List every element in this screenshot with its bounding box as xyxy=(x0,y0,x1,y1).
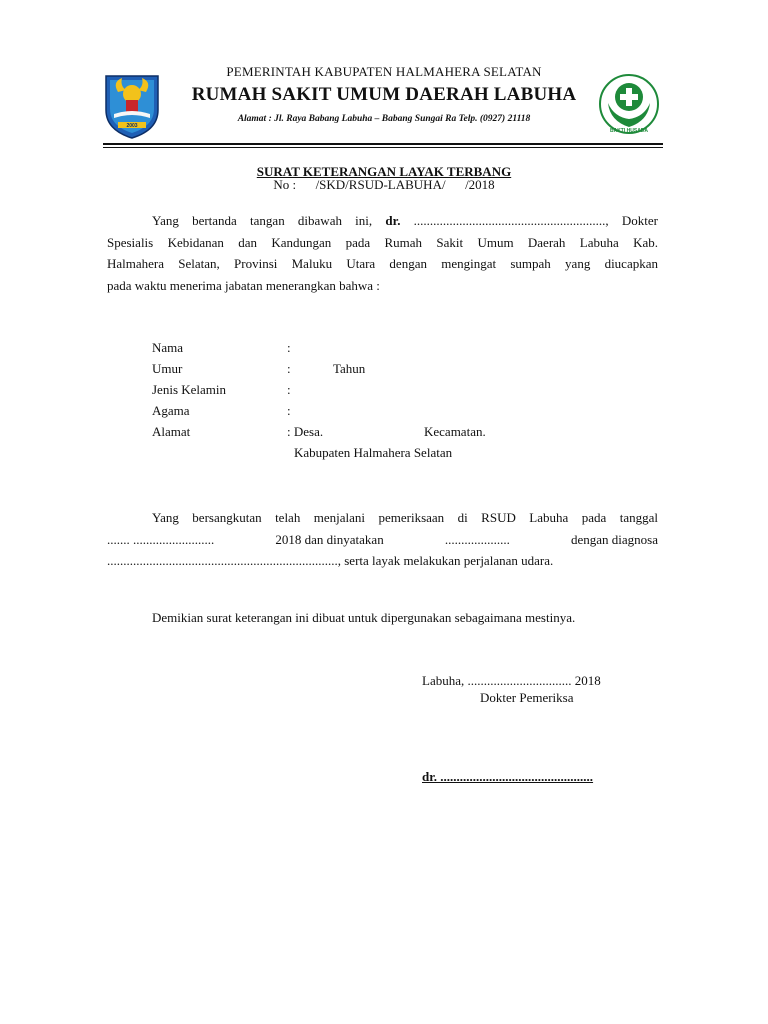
exam-line-3: ......................................................................., serta layak melakukan perjalanan udara. xyxy=(107,553,554,568)
letterhead-rule-thin xyxy=(103,147,663,148)
exam-line-2-status: .................... xyxy=(444,531,510,547)
intro-line-4: pada waktu menerima jabatan menerangkan bahwa : xyxy=(107,277,380,293)
field-alamat-desa: : Desa. xyxy=(287,424,324,439)
field-nama-label: Nama xyxy=(152,340,184,355)
signature-place-date: Labuha, ................................ 2018 xyxy=(422,673,601,688)
field-alamat-label: Alamat xyxy=(152,424,191,439)
hospital-name: RUMAH SAKIT UMUM DAERAH LABUHA xyxy=(191,84,577,105)
intro-line-3: Halmahera Selatan, Provinsi Maluku Utara dengan mengingat sumpah yang diucapkan xyxy=(107,256,658,271)
signature-role: Dokter Pemeriksa xyxy=(480,690,574,705)
closing-line: Demikian surat keterangan ini dibuat untuk dipergunakan sebagaimana mestinya. xyxy=(152,610,576,625)
hospital-address: Alamat : Jl. Raya Babang Labuha – Babang Sungai Ra Telp. (0927) 21118 xyxy=(237,114,531,124)
exam-line-1: Yang bersangkutan telah menjalani pemeriksaan di RSUD Labuha pada tanggal xyxy=(152,510,658,525)
field-alamat-kecamatan: Kecamatan. xyxy=(424,424,486,439)
letterhead-rule-thick xyxy=(103,143,663,145)
svg-text:2003: 2003 xyxy=(126,123,138,129)
field-agama-label: Agama xyxy=(152,403,190,418)
field-jenis-kelamin-label: Jenis Kelamin xyxy=(152,382,227,397)
closing-paragraph xyxy=(107,607,658,629)
field-umur-value: : xyxy=(287,361,291,376)
government-name: PEMERINTAH KABUPATEN HALMAHERA SELATAN xyxy=(226,64,542,79)
letter-title: SURAT KETERANGAN LAYAK TERBANG xyxy=(256,164,512,179)
field-umur-label: Umur xyxy=(152,361,183,376)
field-agama-value: : xyxy=(287,403,291,418)
field-alamat-kabupaten: Kabupaten Halmahera Selatan xyxy=(294,445,453,460)
svg-text:BAKTI HUSADA: BAKTI HUSADA xyxy=(609,128,649,134)
exam-line-2-diagnosis: dengan diagnosa xyxy=(570,531,658,547)
exam-line-2 xyxy=(107,529,658,551)
exam-line-2-year: 2018 dan dinyatakan xyxy=(275,531,384,547)
exam-line-2-date: ....... ......................... xyxy=(107,531,215,547)
intro-paragraph xyxy=(107,210,658,296)
field-umur-unit: Tahun xyxy=(333,361,366,376)
intro-line-1: Yang bertanda tangan dibawah ini, dr. ..........................................................., Dokter xyxy=(152,213,658,228)
exam-paragraph xyxy=(107,507,658,572)
signature-doctor-name: dr. ............................................... xyxy=(422,769,594,784)
field-jenis-kelamin-value: : xyxy=(287,382,291,397)
intro-line-2: Spesialis Kebidanan dan Kandungan pada Rumah Sakit Umum Daerah Labuha Kab. xyxy=(107,234,658,250)
letter-number: No : /SKD/RSUD-LABUHA/ /2018 xyxy=(273,177,495,192)
field-nama-value: : xyxy=(287,340,291,355)
